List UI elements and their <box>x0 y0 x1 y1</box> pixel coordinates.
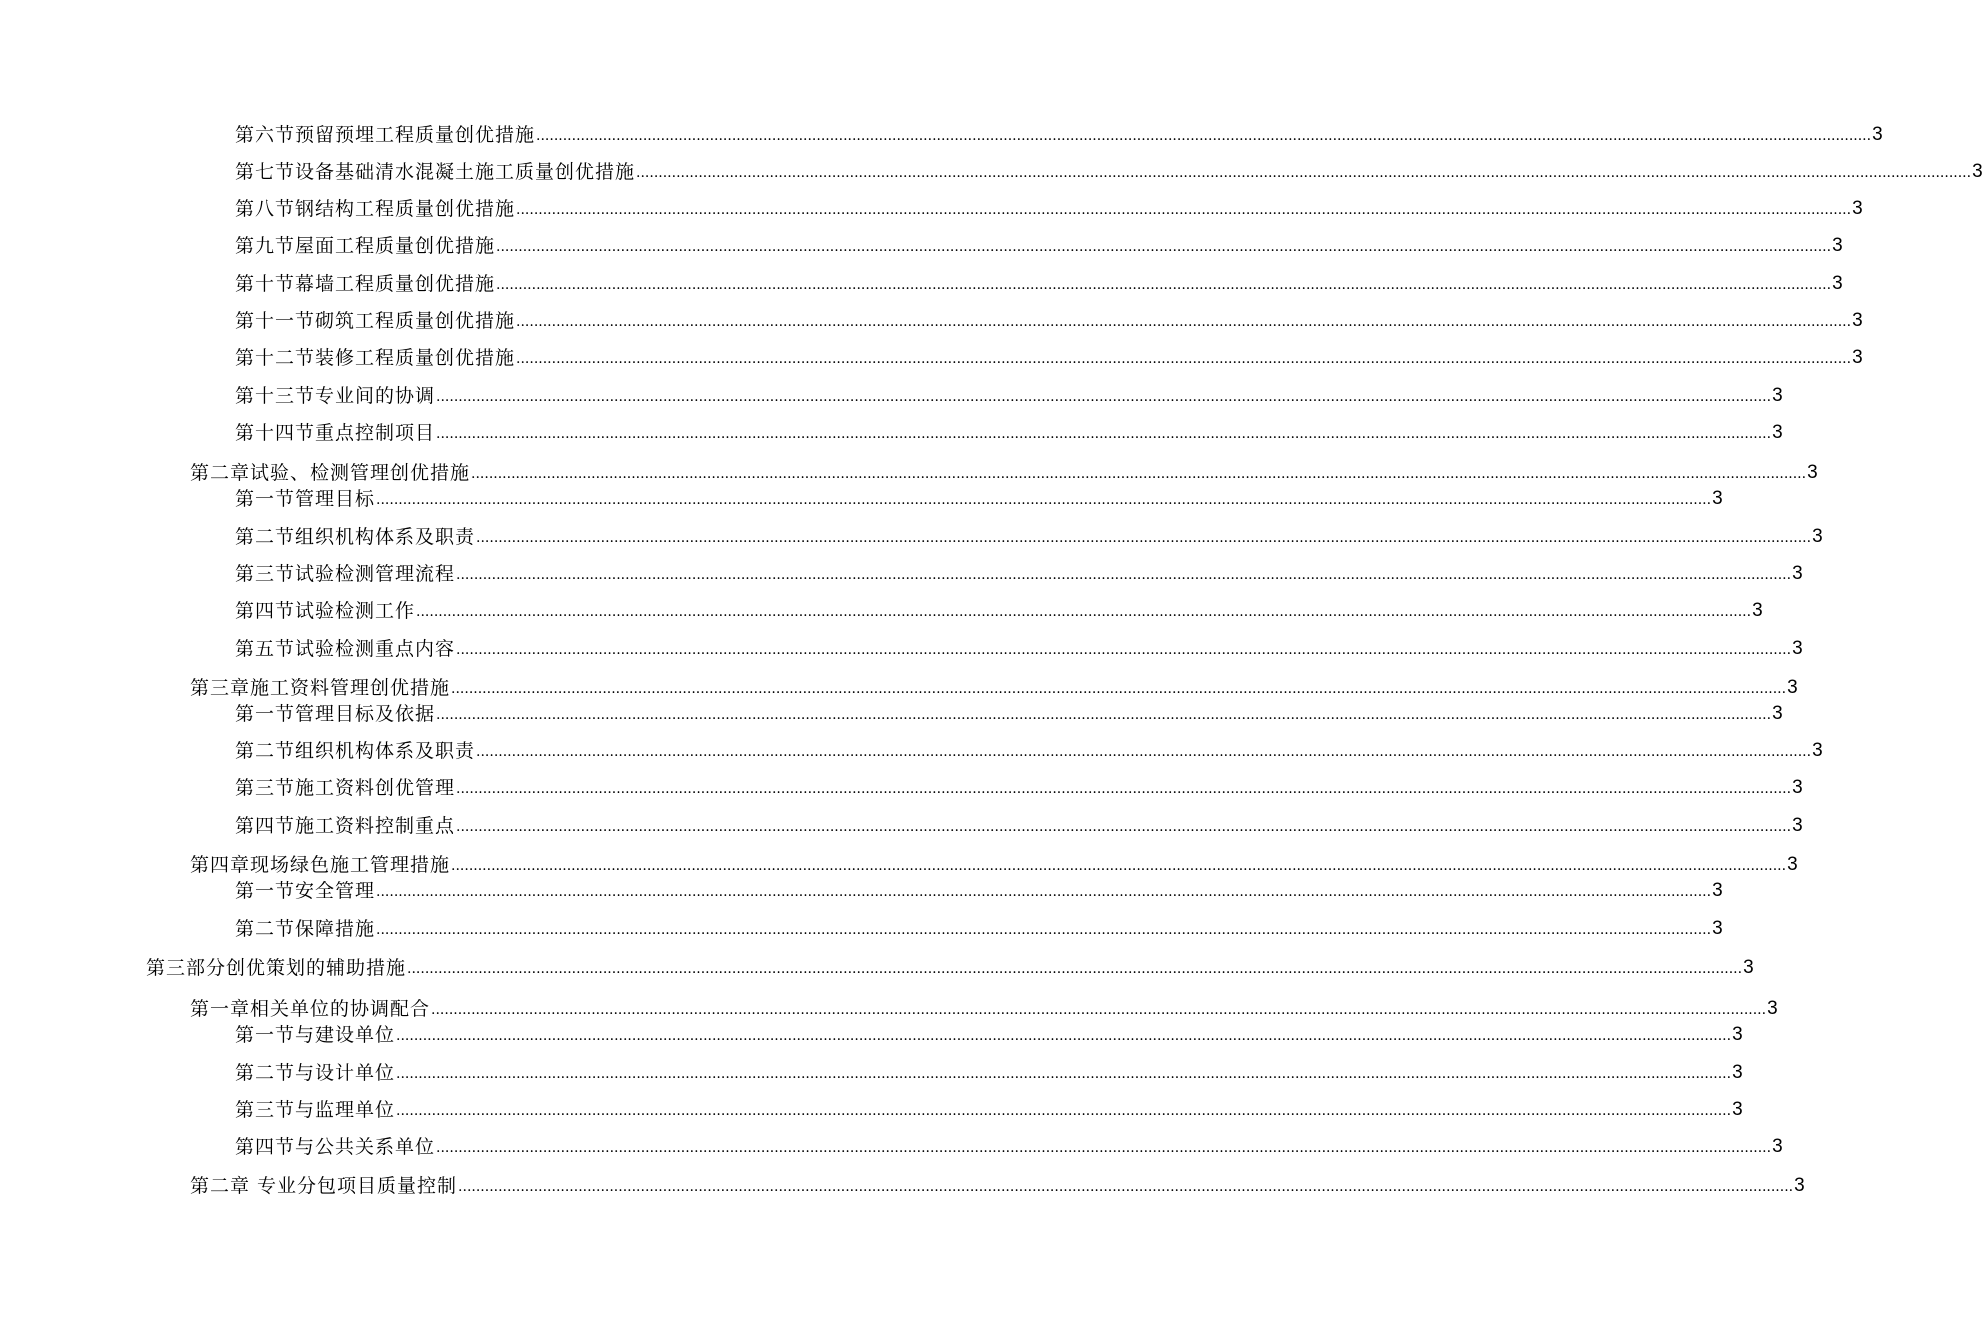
toc-dot-leader: ............................................................................................................................................................................................................................................................................................................ <box>636 165 1972 181</box>
toc-dot-leader: ............................................................................................................................................................................................................................................................................................................ <box>431 1002 1767 1018</box>
toc-dot-leader: ............................................................................................................................................................................................................................................................................................................ <box>436 426 1772 442</box>
toc-entry[interactable] <box>235 599 1763 623</box>
toc-entry[interactable] <box>146 956 1754 980</box>
toc-entry[interactable] <box>235 1023 1743 1047</box>
toc-entry-title: 第四节与公共关系单位 <box>235 1136 436 1158</box>
toc-entry[interactable] <box>235 384 1783 408</box>
toc-page-number: 3 <box>1752 600 1763 621</box>
toc-entry-title: 第九节屋面工程质量创优措施 <box>235 235 496 257</box>
toc-entry[interactable] <box>190 461 1818 485</box>
toc-entry-title: 第二章 专业分包项目质量控制 <box>190 1175 458 1197</box>
toc-entry[interactable] <box>235 197 1863 221</box>
toc-dot-leader: ............................................................................................................................................................................................................................................................................................................ <box>476 744 1812 760</box>
toc-entry[interactable] <box>235 1098 1743 1122</box>
toc-dot-leader: ............................................................................................................................................................................................................................................................................................................ <box>456 819 1792 835</box>
toc-dot-leader: ............................................................................................................................................................................................................................................................................................................ <box>376 884 1712 900</box>
toc-entry-title: 第四节施工资料控制重点 <box>235 815 456 837</box>
toc-dot-leader: ............................................................................................................................................................................................................................................................................................................ <box>396 1028 1732 1044</box>
toc-page-number: 3 <box>1972 161 1983 182</box>
toc-dot-leader: ............................................................................................................................................................................................................................................................................................................ <box>407 961 1743 977</box>
toc-page-number: 3 <box>1732 1062 1743 1083</box>
toc-entry[interactable] <box>235 160 1983 184</box>
toc-dot-leader: ............................................................................................................................................................................................................................................................................................................ <box>516 314 1852 330</box>
toc-entry[interactable] <box>235 1135 1783 1159</box>
toc-page-number: 3 <box>1852 347 1863 368</box>
toc-entry[interactable] <box>235 776 1803 800</box>
toc-entry[interactable] <box>235 309 1863 333</box>
toc-entry[interactable] <box>235 637 1803 661</box>
toc-page-number: 3 <box>1772 1136 1783 1157</box>
toc-dot-leader: ............................................................................................................................................................................................................................................................................................................ <box>376 492 1712 508</box>
toc-dot-leader: ............................................................................................................................................................................................................................................................................................................ <box>516 202 1852 218</box>
toc-entry-title: 第二章试验、检测管理创优措施 <box>190 462 471 484</box>
toc-entry[interactable] <box>190 1174 1805 1198</box>
toc-entry-title: 第三节试验检测管理流程 <box>235 563 456 585</box>
toc-page-number: 3 <box>1812 740 1823 761</box>
toc-entry-title: 第三节施工资料创优管理 <box>235 777 456 799</box>
toc-page-number: 3 <box>1772 703 1783 724</box>
toc-entry-title: 第十一节砌筑工程质量创优措施 <box>235 310 516 332</box>
toc-entry-title: 第二节与设计单位 <box>235 1062 396 1084</box>
toc-page-number: 3 <box>1852 198 1863 219</box>
toc-entry[interactable] <box>235 879 1723 903</box>
toc-dot-leader: ............................................................................................................................................................................................................................................................................................................ <box>496 239 1832 255</box>
toc-page-number: 3 <box>1812 526 1823 547</box>
toc-page-number: 3 <box>1807 462 1818 483</box>
toc-entry-title: 第一节安全管理 <box>235 880 376 902</box>
toc-page-number: 3 <box>1832 273 1843 294</box>
toc-entry-title: 第二节组织机构体系及职责 <box>235 740 476 762</box>
toc-entry[interactable] <box>235 739 1823 763</box>
toc-dot-leader: ............................................................................................................................................................................................................................................................................................................ <box>536 128 1872 144</box>
toc-entry-title: 第三章施工资料管理创优措施 <box>190 677 451 699</box>
toc-page-number: 3 <box>1787 677 1798 698</box>
toc-page-number: 3 <box>1792 563 1803 584</box>
toc-dot-leader: ............................................................................................................................................................................................................................................................................................................ <box>496 277 1832 293</box>
toc-page-number: 3 <box>1772 385 1783 406</box>
toc-dot-leader: ............................................................................................................................................................................................................................................................................................................ <box>456 781 1792 797</box>
toc-entry-title: 第三节与监理单位 <box>235 1099 396 1121</box>
toc-entry-title: 第一章相关单位的协调配合 <box>190 998 431 1020</box>
toc-entry-title: 第十二节装修工程质量创优措施 <box>235 347 516 369</box>
toc-entry-title: 第三部分创优策划的辅助措施 <box>146 957 407 979</box>
toc-dot-leader: ............................................................................................................................................................................................................................................................................................................ <box>471 466 1807 482</box>
toc-dot-leader: ............................................................................................................................................................................................................................................................................................................ <box>451 858 1787 874</box>
toc-entry-title: 第四节试验检测工作 <box>235 600 416 622</box>
toc-dot-leader: ............................................................................................................................................................................................................................................................................................................ <box>396 1103 1732 1119</box>
toc-page-number: 3 <box>1743 957 1754 978</box>
toc-entry[interactable] <box>235 272 1843 296</box>
toc-page-number: 3 <box>1792 777 1803 798</box>
toc-page-number: 3 <box>1767 998 1778 1019</box>
toc-page-number: 3 <box>1712 918 1723 939</box>
toc-dot-leader: ............................................................................................................................................................................................................................................................................................................ <box>476 530 1812 546</box>
toc-entry[interactable] <box>235 702 1783 726</box>
toc-entry[interactable] <box>235 123 1883 147</box>
toc-entry-title: 第十节幕墙工程质量创优措施 <box>235 273 496 295</box>
toc-page-number: 3 <box>1792 638 1803 659</box>
toc-page-number: 3 <box>1732 1099 1743 1120</box>
toc-dot-leader: ............................................................................................................................................................................................................................................................................................................ <box>416 604 1752 620</box>
toc-page-number: 3 <box>1712 880 1723 901</box>
toc-page-number: 3 <box>1852 310 1863 331</box>
toc-entry-title: 第八节钢结构工程质量创优措施 <box>235 198 516 220</box>
toc-dot-leader: ............................................................................................................................................................................................................................................................................................................ <box>436 1140 1772 1156</box>
toc-page-number: 3 <box>1872 124 1883 145</box>
toc-page-number: 3 <box>1772 422 1783 443</box>
toc-entry-title: 第四章现场绿色施工管理措施 <box>190 854 451 876</box>
toc-entry[interactable] <box>235 487 1723 511</box>
toc-entry[interactable] <box>190 853 1798 877</box>
toc-page-number: 3 <box>1832 235 1843 256</box>
toc-page-number: 3 <box>1712 488 1723 509</box>
toc-entry-title: 第一节与建设单位 <box>235 1024 396 1046</box>
toc-page-number: 3 <box>1794 1175 1805 1196</box>
toc-entry[interactable] <box>235 234 1843 258</box>
toc-entry-title: 第一节管理目标 <box>235 488 376 510</box>
toc-entry[interactable] <box>235 814 1803 838</box>
toc-entry-title: 第十三节专业间的协调 <box>235 385 436 407</box>
toc-entry[interactable] <box>235 917 1723 941</box>
toc-dot-leader: ............................................................................................................................................................................................................................................................................................................ <box>436 707 1772 723</box>
toc-entry[interactable] <box>235 562 1803 586</box>
toc-entry-title: 第六节预留预埋工程质量创优措施 <box>235 124 536 146</box>
toc-dot-leader: ............................................................................................................................................................................................................................................................................................................ <box>456 642 1792 658</box>
toc-entry-title: 第一节管理目标及依据 <box>235 703 436 725</box>
toc-entry-title: 第五节试验检测重点内容 <box>235 638 456 660</box>
toc-entry[interactable] <box>235 421 1783 445</box>
toc-page-number: 3 <box>1792 815 1803 836</box>
toc-dot-leader: ............................................................................................................................................................................................................................................................................................................ <box>396 1066 1732 1082</box>
toc-entry-title: 第二节组织机构体系及职责 <box>235 526 476 548</box>
toc-entry-title: 第二节保障措施 <box>235 918 376 940</box>
toc-dot-leader: ............................................................................................................................................................................................................................................................................................................ <box>456 567 1792 583</box>
toc-dot-leader: ............................................................................................................................................................................................................................................................................................................ <box>451 681 1787 697</box>
toc-dot-leader: ............................................................................................................................................................................................................................................................................................................ <box>458 1179 1794 1195</box>
toc-entry[interactable] <box>235 525 1823 549</box>
toc-entry[interactable] <box>235 1061 1743 1085</box>
toc-entry[interactable] <box>190 676 1798 700</box>
toc-page-number: 3 <box>1787 854 1798 875</box>
toc-page-number: 3 <box>1732 1024 1743 1045</box>
toc-entry-title: 第十四节重点控制项目 <box>235 422 436 444</box>
toc-entry-title: 第七节设备基础清水混凝土施工质量创优措施 <box>235 161 636 183</box>
toc-dot-leader: ............................................................................................................................................................................................................................................................................................................ <box>376 922 1712 938</box>
toc-entry[interactable] <box>235 346 1863 370</box>
toc-dot-leader: ............................................................................................................................................................................................................................................................................................................ <box>516 351 1852 367</box>
toc-dot-leader: ............................................................................................................................................................................................................................................................................................................ <box>436 389 1772 405</box>
toc-entry[interactable] <box>190 997 1778 1021</box>
